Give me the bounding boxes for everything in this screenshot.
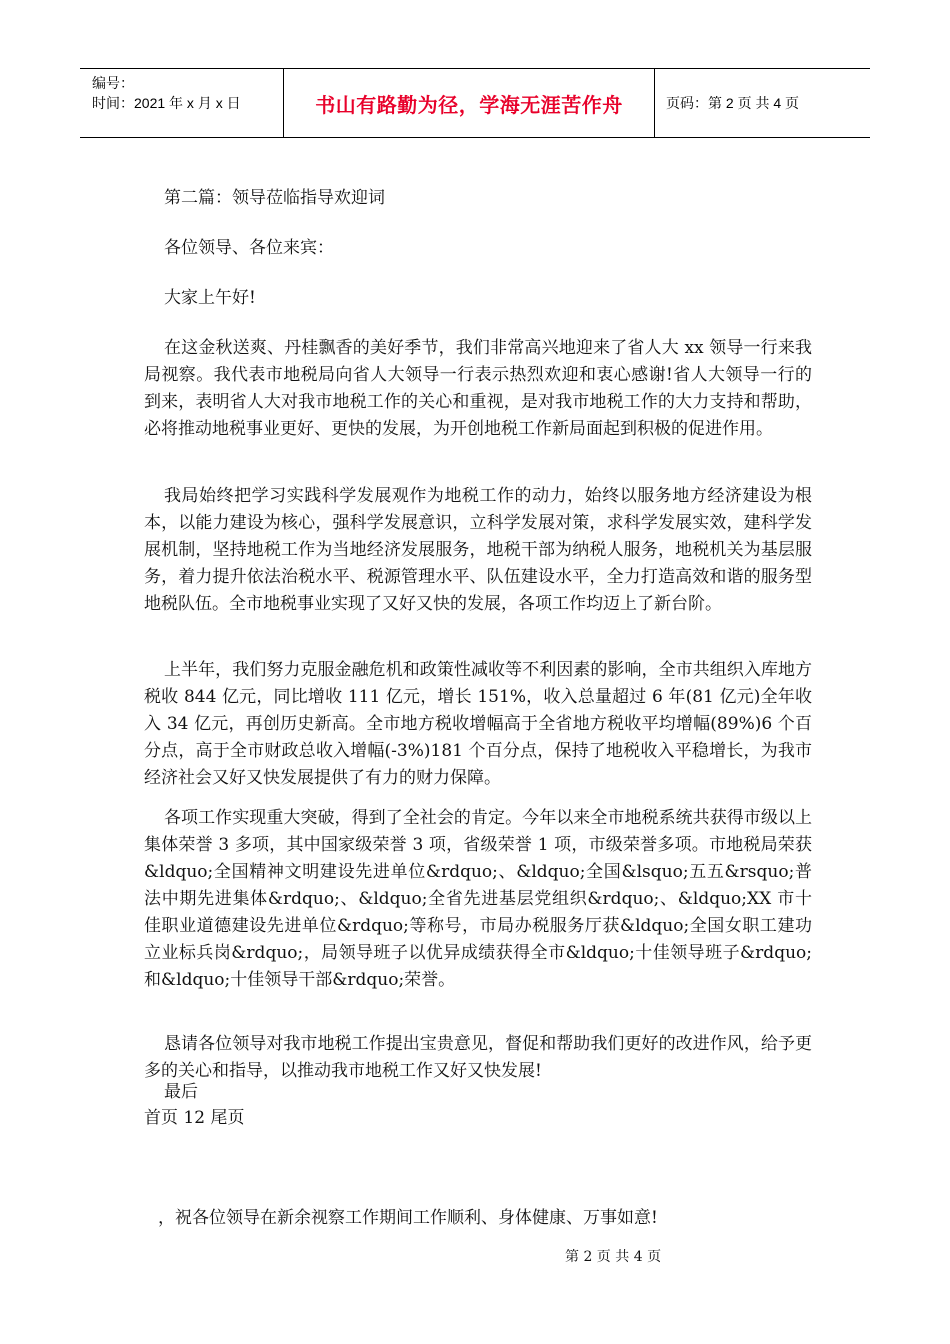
paragraph-4: 各项工作实现重大突破，得到了全社会的肯定。今年以来全市地税系统共获得市级以上集体荣誉 3 多项，其中国家级荣誉 3 项，省级荣誉 1 项，市级荣誉多项。市地税局荣获&ldquo;全国精神文明建设先进单位&rdquo;、&ldquo;全国&lsquo;五五&rsquo;普法中期先进集体&rdquo;、&ldquo;全省先进基层党组织&rdquo;、&ldquo;XX 市十佳职业道德建设先进单位&rdquo;等称号，市局办税服务厅获&ldquo;全国女职工建功立业标兵岗&rdquo;，局领导班子以优异成绩获得全市&ldquo;十佳领导班子&rdquo;和&ldquo;十佳领导干部&rdquo;荣誉。 [144,808,812,990]
closing-word: 最后 [164,1082,198,1102]
page-header [80,68,870,138]
paragraph-2: 我局始终把学习实践科学发展观作为地税工作的动力，始终以服务地方经济建设为根本，以能力建设为核心，强科学发展意识，立科学发展对策，求科学发展实效，建科学发展机制，坚持地税工作为当地经济发展服务，地税干部为纳税人服务，地税机关为基层服务，着力提升依法治税水平、税源管理水平、队伍建设水平，全力打造高效和谐的服务型地税队伍。全市地税事业实现了又好又快的发展，各项工作均迈上了新台阶。 [144,486,812,614]
header-meta [92,73,241,113]
header-divider [654,69,655,137]
header-motto: 书山有路勤为径，学海无涯苦作舟 [315,92,623,117]
closing-wish: ，祝各位领导在新余视察工作期间工作顺利、身体健康、万事如意! [158,1208,658,1228]
document-title: 第二篇：领导莅临指导欢迎词 [164,188,385,208]
footer-page-number: 第 2 页 共 4 页 [565,1249,662,1265]
greeting: 大家上午好! [164,288,256,308]
paragraph-3: 上半年，我们努力克服金融危机和政策性减收等不利因素的影响，全市共组织入库地方税收 844 亿元，同比增收 111 亿元，增长 151%，收入总量超过 6 年(81 亿元)全年收入 34 亿元，再创历史新高。全市地方税收增幅高于全省地方税收平均增幅(89%)6 个百分点，高于全市财政总收入增幅(-3%)181 个百分点，保持了地税收入平稳增长，为我市经济社会又好又快发展提供了有力的财力保障。 [144,660,812,788]
salutation: 各位领导、各位来宾： [164,238,334,258]
document-number-label: 编号： [92,75,134,91]
paragraph-1: 在这金秋送爽、丹桂飘香的美好季节，我们非常高兴地迎来了省人大 xx 领导一行来我局视察。我代表市地税局向省人大领导一行表示热烈欢迎和衷心感谢!省人大领导一行的到来，表明省人大对我市地税工作的关心和重视，是对我市地税工作的大力支持和帮助，必将推动地税事业更好、更快的发展，为开创地税工作新局面起到积极的促进作用。 [144,338,812,439]
paragraph-5: 恳请各位领导对我市地税工作提出宝贵意见，督促和帮助我们更好的改进作风，给予更多的关心和指导，以推动我市地税工作又好又快发展! [144,1034,812,1081]
document-time-label: 时间：2021 年 x 月 x 日 [92,95,241,111]
header-page-number: 页码：第 2 页 共 4 页 [666,95,800,111]
pager-links[interactable]: 首页 12 尾页 [144,1108,245,1128]
